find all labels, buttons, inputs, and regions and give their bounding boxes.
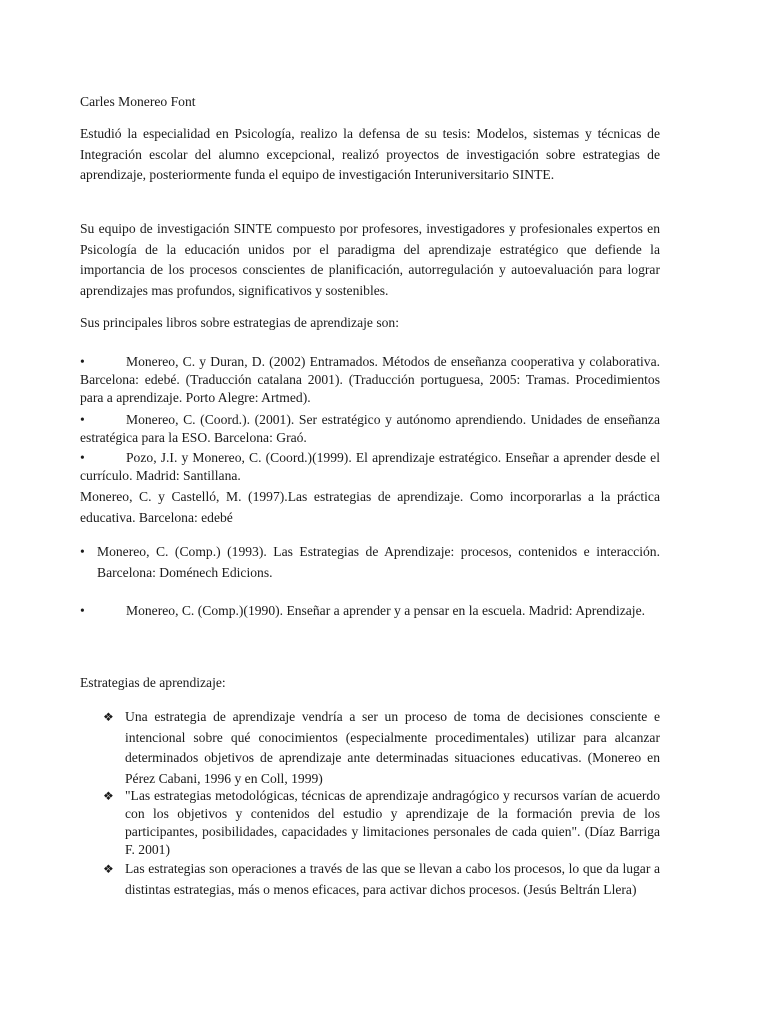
book-list-item	[80, 542, 660, 583]
bio-paragraph: Estudió la especialidad en Psicología, realizo la defensa de su tesis: Modelos, sistemas y técnicas de Integración escolar del alumno excepcional, realizó proyectos de investigación sobre estrategias de aprendizaje, posteriormente funda el equipo de investigación Interuniversitario SINTE.	[80, 126, 660, 182]
strategies-heading: Estrategias de aprendizaje:	[80, 675, 226, 690]
diamond-bullet-icon: ❖	[103, 862, 114, 876]
strategy-text: "Las estrategias metodológicas, técnicas de aprendizaje andragógico y recursos varían de acuerdo con los objetivos y contenidos del estudio y aprendizaje de la formación previa de los participantes, posibilidades, capacidades y limitaciones personales de cada quien". (Díaz Barriga F. 2001)	[125, 788, 660, 857]
book-text: Monereo, C. (Coord.). (2001). Ser estratégico y autónomo aprendiendo. Unidades de enseñanza estratégica para la ESO. Barcelona: Graó.	[80, 412, 660, 445]
author-heading: Carles Monereo Font	[80, 94, 196, 109]
bullet-icon: •	[80, 412, 85, 427]
diamond-bullet-icon: ❖	[103, 710, 114, 724]
strategy-list-item	[103, 787, 660, 859]
diamond-bullet-icon: ❖	[103, 789, 114, 803]
book-plain-item: Monereo, C. y Castelló, M. (1997).Las estrategias de aprendizaje. Como incorporarlas a la práctica educativa. Barcelona: edebé	[80, 489, 660, 525]
book-list-item	[80, 449, 660, 485]
strategy-list-item	[103, 707, 660, 789]
bullet-icon: •	[80, 544, 85, 559]
books-intro: Sus principales libros sobre estrategias de aprendizaje son:	[80, 315, 399, 330]
book-text: Pozo, J.I. y Monereo, C. (Coord.)(1999). El aprendizaje estratégico. Enseñar a aprender desde el currículo. Madrid: Santillana.	[80, 450, 660, 483]
book-list-item	[80, 353, 660, 407]
book-list-item	[80, 601, 660, 622]
book-text: Monereo, C. (Comp.) (1993). Las Estrategias de Aprendizaje: procesos, contenidos e interacción. Barcelona: Doménech Edicions.	[97, 544, 660, 580]
bullet-icon: •	[80, 450, 85, 465]
bullet-icon: •	[80, 354, 85, 369]
strategy-text: Las estrategias son operaciones a través de las que se llevan a cabo los procesos, lo que da lugar a distintas estrategias, más o menos eficaces, para activar dichos procesos. (Jesús Beltrán Llera)	[125, 861, 660, 897]
bullet-icon: •	[80, 603, 85, 618]
strategy-list-item	[103, 859, 660, 900]
team-paragraph: Su equipo de investigación SINTE compuesto por profesores, investigadores y profesionales expertos en Psicología de la educación unidos por el paradigma del aprendizaje estratégico que defiende la importancia de los procesos conscientes de planificación, autorregulación y autoevaluación para lograr aprendizajes mas profundos, significativos y sostenibles.	[80, 221, 660, 298]
book-text: Monereo, C. y Duran, D. (2002) Entramados. Métodos de enseñanza cooperativa y colaborativa. Barcelona: edebé. (Traducción catalana 2001). (Traducción portuguesa, 2005: Tramas. Procedimientos para a aprendizaje. Porto Alegre: Artmed).	[80, 354, 660, 405]
book-list-item	[80, 411, 660, 447]
strategy-text: Una estrategia de aprendizaje vendría a ser un proceso de toma de decisiones consciente e intencional sobre qué conocimientos (especialmente procedimentales) utilizar para alcanzar determinados objetivos de aprendizaje ante determinadas situaciones educativas. (Monereo en Pérez Cabani, 1996 y en Coll, 1999)	[125, 709, 660, 786]
book-text: Monereo, C. (Comp.)(1990). Enseñar a aprender y a pensar en la escuela. Madrid: Aprendizaje.	[126, 603, 646, 618]
